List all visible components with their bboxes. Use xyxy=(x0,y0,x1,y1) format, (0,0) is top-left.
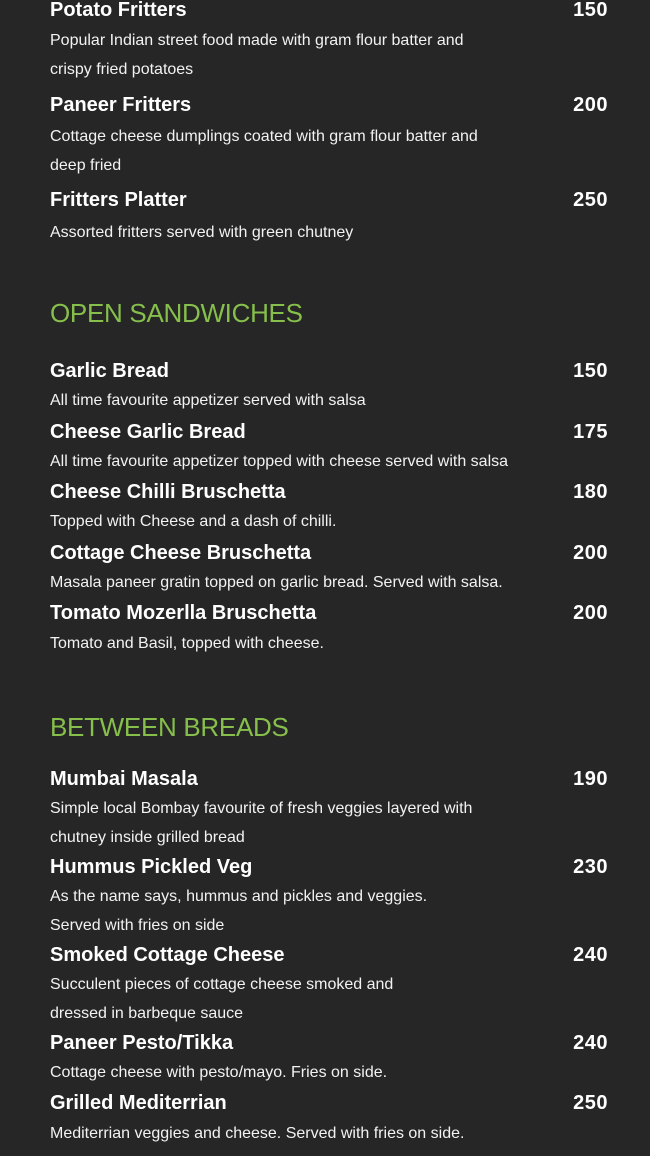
description-line: Tomato and Basil, topped with cheese. xyxy=(50,635,324,652)
item-name: Mumbai Masala xyxy=(50,768,198,790)
description-line: Popular Indian street food made with gram flour batter and xyxy=(50,32,464,49)
item-description xyxy=(50,1119,500,1148)
item-price: 200 xyxy=(573,542,608,564)
item-description xyxy=(50,1058,500,1087)
description-line: Simple local Bombay favourite of fresh veggies layered with xyxy=(50,800,473,817)
description-line: dressed in barbeque sauce xyxy=(50,1005,244,1022)
item-price: 200 xyxy=(573,94,608,116)
description-line: Mediterrian veggies and cheese. Served with fries on side. xyxy=(50,1125,465,1142)
item-description xyxy=(50,447,509,476)
item-price: 240 xyxy=(573,1032,608,1054)
item-description xyxy=(50,629,500,658)
description-line: Topped with Cheese and a dash of chilli. xyxy=(50,513,337,530)
item-price: 190 xyxy=(573,768,608,790)
item-description xyxy=(50,386,500,415)
item-description xyxy=(50,218,500,247)
item-price: 250 xyxy=(573,1092,608,1114)
item-name: Cottage Cheese Bruschetta xyxy=(50,542,312,564)
item-price: 200 xyxy=(573,602,608,624)
item-name: Grilled Mediterrian xyxy=(50,1092,227,1114)
item-price: 150 xyxy=(573,0,608,21)
item-name: Tomato Mozerlla Bruschetta xyxy=(50,602,317,624)
item-price: 230 xyxy=(573,856,608,878)
description-line: Assorted fritters served with green chutney xyxy=(50,224,354,241)
item-description xyxy=(50,882,500,940)
description-line: Succulent pieces of cottage cheese smoked and xyxy=(50,976,394,993)
item-price: 180 xyxy=(573,481,608,503)
item-name: Smoked Cottage Cheese xyxy=(50,944,285,966)
description-line: chutney inside grilled bread xyxy=(50,829,245,846)
item-description xyxy=(50,970,500,1028)
item-name: Fritters Platter xyxy=(50,189,187,211)
item-name: Paneer Pesto/Tikka xyxy=(50,1032,234,1054)
item-price: 150 xyxy=(573,360,608,382)
item-price: 240 xyxy=(573,944,608,966)
item-name: Hummus Pickled Veg xyxy=(50,856,253,878)
description-line: All time favourite appetizer topped with cheese served with salsa xyxy=(50,453,509,470)
description-line: As the name says, hummus and pickles and veggies. xyxy=(50,888,428,905)
item-name: Potato Fritters xyxy=(50,0,187,21)
item-name: Cheese Chilli Bruschetta xyxy=(50,481,286,503)
item-description xyxy=(50,794,500,852)
description-line: All time favourite appetizer served with salsa xyxy=(50,392,366,409)
description-line: Served with fries on side xyxy=(50,917,225,934)
item-name: Paneer Fritters xyxy=(50,94,192,116)
item-price: 175 xyxy=(573,421,608,443)
description-line: Masala paneer gratin topped on garlic bread. Served with salsa. xyxy=(50,574,503,591)
item-description xyxy=(50,122,500,180)
description-line: crispy fried potatoes xyxy=(50,61,194,78)
section-heading-between-breads: BETWEEN BREADS xyxy=(50,712,289,742)
description-line: Cottage cheese dumplings coated with gram flour batter and xyxy=(50,128,478,145)
item-description xyxy=(50,507,500,536)
item-description xyxy=(50,568,503,597)
description-line: Cottage cheese with pesto/mayo. Fries on side. xyxy=(50,1064,388,1081)
item-price: 250 xyxy=(573,189,608,211)
section-heading-open-sandwiches: OPEN SANDWICHES xyxy=(50,298,303,328)
item-name: Garlic Bread xyxy=(50,360,169,382)
item-description xyxy=(50,26,500,84)
description-line: deep fried xyxy=(50,157,122,174)
item-name: Cheese Garlic Bread xyxy=(50,421,246,443)
